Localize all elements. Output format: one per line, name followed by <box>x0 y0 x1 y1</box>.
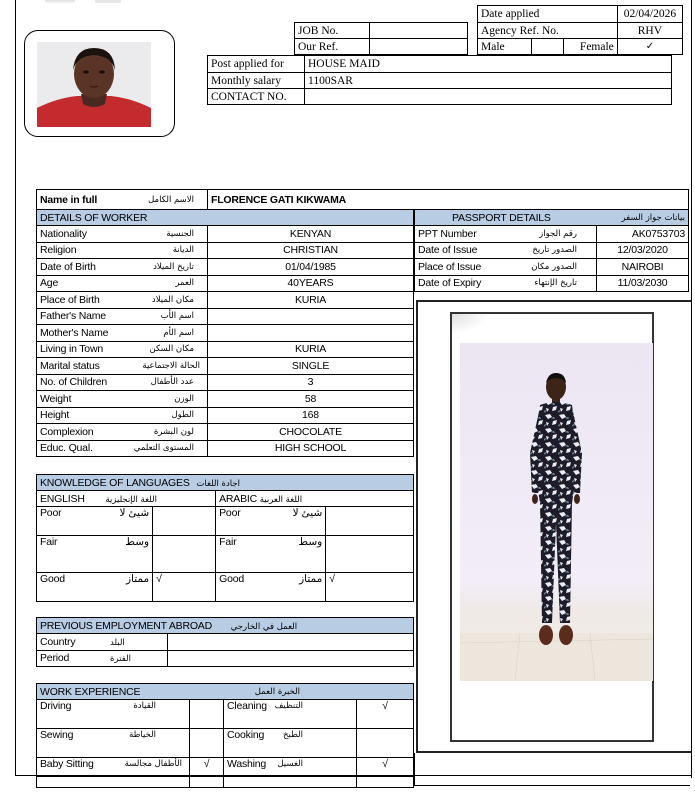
passport-row-issue-date <box>415 242 689 259</box>
previous-employment-table <box>36 617 414 667</box>
baby-sitting-check[interactable]: √ <box>190 758 224 777</box>
detail-label-ar: عدد الأطفال <box>150 377 194 388</box>
detail-label-ar: مكان السكن <box>149 344 194 355</box>
level-label: Good <box>216 573 290 602</box>
female-checkbox[interactable]: ✓ <box>617 39 682 55</box>
level-label-ar: وسط <box>117 536 153 573</box>
passport-details-title: PASSPORT DETAILS <box>452 211 551 224</box>
scan-artifact <box>95 0 121 3</box>
previous-employment-label-ar: الفترة <box>110 654 131 665</box>
passport-expiry-value[interactable]: 11/03/2030 <box>597 275 689 292</box>
work-label-ar: الطبخ <box>283 730 303 740</box>
children-value[interactable]: 3 <box>208 374 414 391</box>
passport-row-issue-place <box>415 259 689 276</box>
detail-label: Age <box>40 277 59 290</box>
previous-employment-label: Country <box>40 635 76 648</box>
english-label-ar: اللغة الإنجليزية <box>105 494 157 505</box>
english-good-check[interactable]: √ <box>153 573 216 602</box>
level-label: Fair <box>37 536 117 573</box>
age-value[interactable]: 40YEARS <box>208 275 414 292</box>
detail-label-ar: تاريخ الميلاد <box>153 261 194 272</box>
detail-label-ar: اسم الأب <box>160 311 194 322</box>
full-name-value[interactable]: FLORENCE GATI KIKWAMA <box>208 190 689 210</box>
scan-artifact <box>45 0 75 4</box>
detail-row-marital-status <box>37 358 414 375</box>
detail-label: Place of Birth <box>40 293 100 306</box>
work-experience-table <box>36 683 414 788</box>
previous-period-value[interactable] <box>168 650 414 667</box>
work-label-ar: الأطفال مجالسة <box>124 759 182 769</box>
name-label-ar: الاسم الكامل <box>148 194 194 205</box>
cleaning-check[interactable]: √ <box>357 700 414 729</box>
our-ref-value[interactable] <box>370 39 468 55</box>
level-label: Poor <box>37 507 117 536</box>
work-label: Baby Sitting <box>40 758 94 770</box>
previous-employment-title: PREVIOUS EMPLOYMENT ABROAD <box>40 619 212 632</box>
english-poor-check[interactable] <box>153 507 216 536</box>
level-label-ar: ممتاز <box>290 573 326 602</box>
details-of-worker-table <box>36 209 414 457</box>
nationality-value[interactable]: KENYAN <box>208 226 414 243</box>
passport-label: Place of Issue <box>418 260 482 273</box>
passport-label: PPT Number <box>418 227 477 240</box>
passport-label-ar: رقم الجواز <box>539 228 577 239</box>
previous-employment-row-country <box>37 634 414 651</box>
date-applied-label: Date applied <box>478 6 618 23</box>
detail-label: Nationality <box>40 227 87 240</box>
work-label-ar: الخياطة <box>129 730 156 740</box>
previous-employment-label-ar: البلد <box>110 637 125 648</box>
english-fair-check[interactable] <box>153 536 216 573</box>
monthly-salary-value[interactable]: 1100SAR <box>305 73 672 89</box>
detail-label: Educ. Qual. <box>40 442 93 455</box>
work-row-2 <box>37 729 414 758</box>
passport-label-ar: تاريخ الإنتهاء <box>534 278 577 289</box>
passport-label: Date of Issue <box>418 244 478 257</box>
date-applied-value[interactable]: 02/04/2026 <box>617 6 682 23</box>
detail-label: Father's Name <box>40 310 106 323</box>
agency-ref-value[interactable]: RHV <box>617 23 682 39</box>
marital-status-value[interactable]: SINGLE <box>208 358 414 375</box>
detail-row-height <box>37 407 414 424</box>
job-ref-table <box>294 22 468 55</box>
male-label: Male <box>478 39 532 55</box>
detail-label-ar: المستوى التعلمي <box>133 443 194 454</box>
work-label: Sewing <box>40 729 74 741</box>
detail-label-ar: الديانة <box>172 245 194 256</box>
detail-row-living-in-town <box>37 341 414 358</box>
languages-table <box>36 474 414 602</box>
passport-details-title-ar: بيانات جواز السفر <box>621 212 685 223</box>
sewing-check[interactable] <box>190 729 224 758</box>
arabic-good-check[interactable]: √ <box>326 573 414 602</box>
detail-label: Marital status <box>40 359 100 372</box>
work-label-ar: التنظيف <box>274 701 303 711</box>
previous-employment-title-ar: العمل في الخارجي <box>230 621 298 632</box>
mothers-name-value[interactable] <box>208 325 414 342</box>
detail-row-age <box>37 275 414 292</box>
work-row-1 <box>37 700 414 729</box>
detail-label-ar: مكان الميلاد <box>151 294 194 305</box>
previous-country-value[interactable] <box>168 634 414 651</box>
language-row-fair <box>37 536 414 573</box>
detail-label: No. of Children <box>40 376 108 389</box>
passport-label: Date of Expiry <box>418 277 482 290</box>
detail-row-children <box>37 374 414 391</box>
level-label: Fair <box>216 536 290 573</box>
monthly-salary-label: Monthly salary <box>208 73 305 89</box>
passport-label-ar: الصدور تاريخ <box>532 245 577 256</box>
application-info-table <box>477 5 683 55</box>
name-table <box>36 189 689 210</box>
table-divider <box>414 785 690 786</box>
table-divider <box>414 775 690 776</box>
place-of-birth-value[interactable]: KURIA <box>208 292 414 309</box>
passport-row-number <box>415 226 689 243</box>
detail-row-nationality <box>37 226 414 243</box>
previous-employment-row-period <box>37 650 414 667</box>
detail-label: Mother's Name <box>40 326 109 339</box>
weight-value[interactable]: 58 <box>208 391 414 408</box>
previous-employment-label: Period <box>40 652 70 665</box>
scan-artifact <box>452 314 490 334</box>
level-label-ar: شيئ لا <box>117 507 153 536</box>
education-value[interactable]: HIGH SCHOOL <box>208 440 414 457</box>
detail-row-education <box>37 440 414 457</box>
detail-row-weight <box>37 391 414 408</box>
detail-row-religion <box>37 242 414 259</box>
work-label: Cleaning <box>227 700 267 712</box>
height-value[interactable]: 168 <box>208 407 414 424</box>
level-label-ar: ممتاز <box>117 573 153 602</box>
detail-label: Complexion <box>40 425 94 438</box>
female-label: Female <box>564 39 618 55</box>
living-in-town-value[interactable]: KURIA <box>208 341 414 358</box>
contact-no-value[interactable] <box>305 89 672 105</box>
driving-check[interactable] <box>190 700 224 729</box>
detail-row-date-of-birth <box>37 259 414 276</box>
detail-label-ar: الوزن <box>174 393 194 404</box>
detail-label: Height <box>40 409 70 422</box>
detail-row-mothers-name <box>37 325 414 342</box>
level-label: Poor <box>216 507 290 536</box>
job-no-label: JOB No. <box>295 23 370 39</box>
name-label: Name in full <box>40 193 98 206</box>
work-label: Cooking <box>227 729 265 741</box>
post-info-table <box>207 55 672 105</box>
detail-label: Living in Town <box>40 343 103 356</box>
work-label-ar: القيادة <box>133 701 156 711</box>
languages-title: KNOWLEDGE OF LANGUAGES <box>40 476 190 489</box>
washing-check[interactable]: √ <box>357 758 414 777</box>
english-label: ENGLISH <box>40 492 85 505</box>
detail-label: Date of Birth <box>40 260 96 273</box>
detail-label-ar: الطول <box>171 410 194 421</box>
language-row-good <box>37 573 414 602</box>
fathers-name-value[interactable] <box>208 308 414 325</box>
arabic-fair-check[interactable] <box>326 536 414 573</box>
cooking-check[interactable] <box>357 729 414 758</box>
agency-ref-label: Agency Ref. No. <box>478 23 618 39</box>
work-label: Washing <box>227 758 267 770</box>
work-experience-title-ar: الخبرة العمل <box>254 686 300 697</box>
detail-label: Weight <box>40 392 72 405</box>
passport-row-expiry <box>415 275 689 292</box>
date-of-birth-value[interactable]: 01/04/1985 <box>208 259 414 276</box>
languages-title-ar: اجادة اللغات <box>196 478 240 489</box>
portrait-image-icon <box>37 42 151 127</box>
detail-label: Religion <box>40 244 77 257</box>
detail-row-complexion <box>37 424 414 441</box>
detail-label-ar: لون البشرة <box>153 426 194 437</box>
full-length-image-icon <box>460 343 653 681</box>
detail-label-ar: الحالة الاجتماعية <box>142 360 200 371</box>
table-divider <box>414 753 415 786</box>
language-row-poor <box>37 507 414 536</box>
detail-label-ar: اسم الأم <box>163 327 194 338</box>
level-label-ar: شيئ لا <box>290 507 326 536</box>
work-label-ar: الغسيل <box>277 759 303 769</box>
details-of-worker-title: DETAILS OF WORKER <box>37 210 414 226</box>
detail-row-place-of-birth <box>37 292 414 309</box>
full-length-photo <box>460 343 653 681</box>
page-border-left <box>15 0 16 776</box>
religion-value[interactable]: CHRISTIAN <box>208 242 414 259</box>
male-checkbox[interactable] <box>532 39 564 55</box>
work-experience-title: WORK EXPERIENCE <box>40 685 141 698</box>
passport-issue-place-value[interactable]: NAIROBI <box>597 259 689 276</box>
detail-label-ar: العمر <box>175 278 194 289</box>
passport-label-ar: الصدور مكان <box>531 261 577 272</box>
contact-no-label: CONTACT NO. <box>208 89 305 105</box>
passport-issue-date-value[interactable]: 12/03/2020 <box>597 242 689 259</box>
level-label-ar: وسط <box>290 536 326 573</box>
detail-row-fathers-name <box>37 308 414 325</box>
level-label: Good <box>37 573 117 602</box>
post-applied-label: Post applied for <box>208 56 305 73</box>
job-no-value[interactable] <box>370 23 468 39</box>
arabic-label: ARABIC <box>219 492 258 505</box>
work-label: Driving <box>40 700 72 712</box>
work-row-3 <box>37 758 414 777</box>
post-applied-value[interactable]: HOUSE MAID <box>305 56 672 73</box>
complexion-value[interactable]: CHOCOLATE <box>208 424 414 441</box>
passport-details-table <box>414 209 689 292</box>
passport-number-value[interactable]: AK0753703 <box>597 226 689 243</box>
arabic-poor-check[interactable] <box>326 507 414 536</box>
work-row-empty <box>37 777 414 788</box>
detail-label-ar: الجنسية <box>166 228 194 239</box>
portrait-photo <box>37 42 151 127</box>
our-ref-label: Our Ref. <box>295 39 370 55</box>
arabic-label-ar: اللغة العربية <box>259 494 303 505</box>
